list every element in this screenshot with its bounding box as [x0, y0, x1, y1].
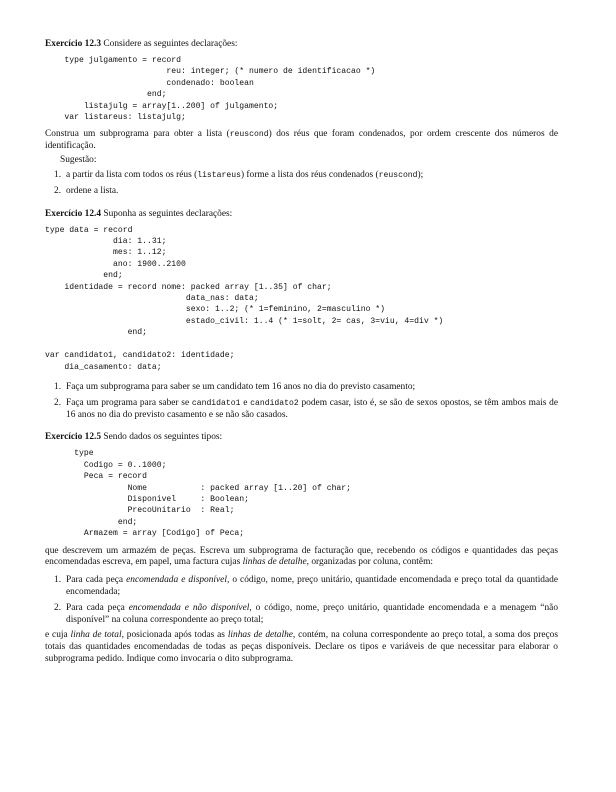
- suggestion-list: [45, 170, 558, 198]
- detail-lines-list: [45, 575, 558, 626]
- document-page: [45, 38, 558, 666]
- list-item: 1. Para cada peça encomendada e disponível, o código, nome, preço unitário, quantidade encomendada e preço total da quantidade encomendada;: [54, 575, 559, 597]
- task-paragraph: Construa um subprograma para obter a lista (reuscond) dos réus que foram condenados, por ordem crescente dos números de identificação.: [45, 129, 559, 152]
- code-block-julgamento: type julgamento = record reu: integer; (* numero de identificacao *) condenado: boolean end; listajulg = array[1..200] of julgamento; var listareus: listajulg;: [64, 56, 376, 123]
- exercise-intro: Suponha as seguintes declarações:: [103, 208, 233, 219]
- exercise-label: Exercício 12.4: [45, 208, 102, 219]
- inline-code: reuscond: [229, 130, 269, 140]
- exercise-label: Exercício 12.5: [45, 432, 102, 443]
- exercise-label: Exercício 12.3: [45, 39, 102, 49]
- inline-code: listareus: [197, 171, 241, 181]
- exercise-12-5-heading: [45, 431, 558, 443]
- exercise-intro: Sendo dados os seguintes tipos:: [103, 432, 223, 443]
- list-item: 2. ordene a lista.: [54, 185, 119, 196]
- total-line-paragraph: e cuja linha de total, posicionada após todas as linhas de detalhe, contém, na coluna correspondente ao preço total, a soma dos preços totais das quantidades encomendadas de todas as peças disponíveis. Declare os tipos e variáveis de que necessitar para elaborar o subprograma pedido. Indique como invocaria o dito subprograma.: [45, 630, 558, 664]
- code-block-armazem: type Codigo = 0..1000; Peca = record Nome : packed array [1..20] of char; Disponivel : Boolean; PrecoUnitario : Real; end; Armazem = array [Codigo] of Peca;: [74, 449, 351, 539]
- exercise-12-4-heading: [45, 208, 558, 220]
- inline-code: reuscond: [378, 171, 418, 181]
- list-item: 2. Faça um programa para saber se candidato1 e candidato2 podem casar, isto é, se são de sexos opostos, se têm ambos mais de 16 anos no dia do previsto casamento e se não são casados.: [54, 397, 558, 420]
- exercise-intro: Considere as seguintes declarações:: [103, 39, 238, 49]
- description-paragraph: que descrevem um armazém de peças. Escreva um subprograma de facturação que, recebendo os códigos e quantidades das peças encomendadas escreva, em papel, uma factura cujas linhas de detalhe, organizadas por coluna, contêm:: [45, 545, 558, 568]
- suggestion-label: Sugestão:: [60, 155, 97, 166]
- inline-code: candidato1: [191, 398, 241, 408]
- exercise-12-4-list: [45, 382, 558, 421]
- list-item: 1. a partir da lista com todos os réus (listareus) forme a lista dos réus condenados (reuscond);: [54, 170, 424, 181]
- code-block-identidade: type data = record dia: 1..31; mes: 1..12; ano: 1900..2100 end; identidade = record nome: packed array [1..35] of char; data_nas: data; sexo: 1..2; (* 1=feminino, 2=masculino *) estado_civil: 1..4 (* 1=solt, 2= cas, 3=viu, 4=div *) end; var candidato1, candidato2: identidade; dia_casamento: data;: [45, 225, 444, 372]
- list-item: 2. Para cada peça encomendada e não disponível, o código, nome, preço unitário, quantidade encomendada e a menagem “não disponível” na coluna correspondente ao preço total;: [54, 602, 559, 625]
- inline-code: candidato2: [250, 398, 299, 408]
- exercise-12-3-heading: [45, 38, 558, 50]
- list-item: 1. Faça um subprograma para saber se um candidato tem 16 anos no dia do previsto casamento;: [54, 381, 416, 392]
